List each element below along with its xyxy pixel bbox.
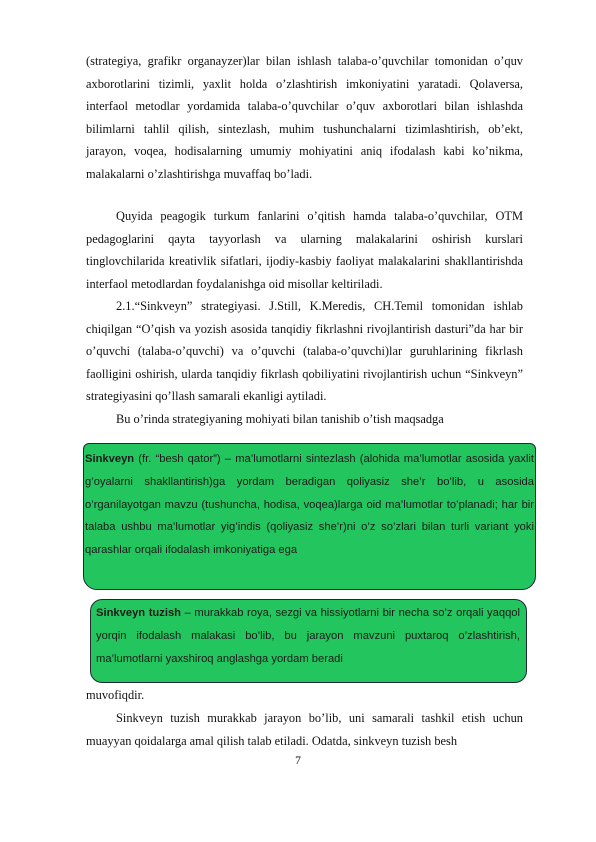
paragraph-purpose: Bu o’rinda strategiyaning mohiyati bilan tanishib o’tish maqsadga — [116, 412, 444, 426]
definition-box-sinkveyn — [83, 443, 536, 590]
definition-term: Sinkveyn tuzish — [96, 607, 182, 619]
paragraph-sinkveyn-rules: Sinkveyn tuzish murakkab jarayon bo’lib, uni samarali tashkil etish uchun muayyan qoidalarga amal qilish talab etiladi. Odatda, sinkveyn tuzish besh — [86, 711, 523, 748]
paragraph-sinkveyn-strategy: 2.1.“Sinkveyn” strategiyasi. J.Still, K.Meredis, CH.Temil tomonidan ishlab chiqilgan “O’qish va yozish asosida tanqidiy fikrlashni rivojlantirish dasturi”da har bir o’quvchi (talaba-o’quvchi) va o’quvchi (talaba-o’quvchi)lar guruhlarining fikrlash faolligini oshirish, ularda tanqidiy fikrlash qobiliyatini rivojlantirish uchun “Sinkveyn” strategiyasini qo’llash samarali ekanligi aytiladi. — [86, 299, 523, 404]
definition-box-sinkveyn-tuzish — [90, 599, 527, 683]
definition-term: Sinkveyn — [85, 453, 135, 465]
definition-text: – murakkab roya, sezgi va hissiyotlarni bir necha so’z orqali yaqqol yorqin ifodalash malakasi bo’lib, bu jarayon mavzuni puxtaroq o’zlashtirish, ma’lumotlarni yaxshiroq anglashga yordam beradi — [96, 607, 520, 665]
definition-text: (fr. “besh qator”) – ma’lumotlarni sintezlash (alohida ma’lumotlar asosida yaxlit g’oyalarni shakllantirish)ga yordam beradigan qoliyasiz she’r bo’lib, u asosida o’rganilayotgan mavzu (tushuncha, hodisa, voqea)larga oid ma’lumotlar to’planadi; har bir talaba ushbu ma’lumotlar yig’indis (qoliyasiz she’r)ni o’z so’zlari bilan turli variant yoki qarashlar orqali ifodalash imkoniyatiga ega — [85, 453, 534, 557]
paragraph-continuation: muvofiqdir. — [86, 688, 145, 702]
watermark-mark: ​ — [86, 149, 134, 205]
page-number: 7 — [295, 755, 301, 767]
paragraph-intro: (strategiya, grafikr organayzer)lar bilan ishlash talaba-o’quvchilar tomonidan o’quv axborotlarini tizimli, yaxlit holda o’zlashtirish imkoniyatini yaratadi. Qolaversa, interfaol metodlar yordamida talaba-o’quvchilar o’quv axborotlari bilan ishlashda bilimlarni tahlil qilish, sintezlash, muhim tushunchalarni tizimlashtirish, ob’ekt, jarayon, voqea, hodisalarning umumiy mohiyatini aniq ifodalash kabi ko’nikma, malakalarni o’zlashtirishga muvaffaq bo’ladi. — [86, 54, 523, 181]
paragraph-examples: Quyida peagogik turkum fanlarini o’qitish hamda talaba-o’quvchilar, OTM pedagoglarini qayta tayyorlash va ularning malakalarini oshirish kurslari tinglovchilarida kreativlik sifatlari, ijodiy-kasbiy faoliyat malakalarini shakllantirishda interfaol metodlardan foydalanishga oid misollar keltiriladi. — [86, 209, 523, 291]
